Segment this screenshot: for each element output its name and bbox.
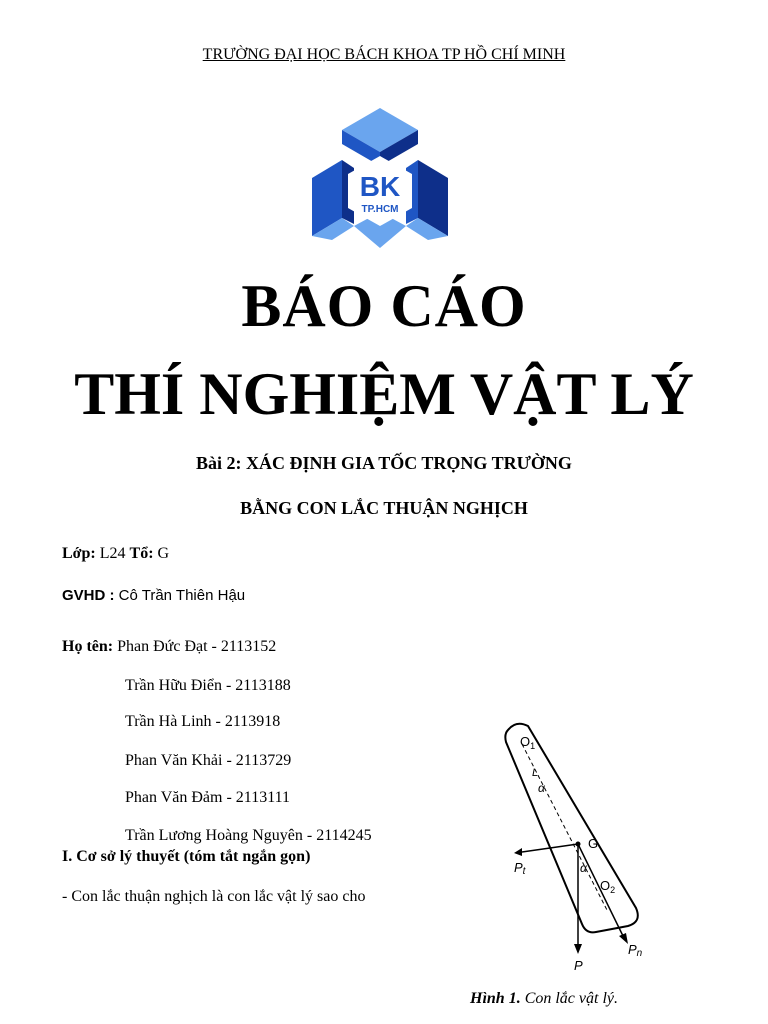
advisor-line: [62, 587, 245, 604]
lab-subtitle-line2: BẰNG CON LẮC THUẬN NGHỊCH: [240, 498, 528, 518]
class-group-line: [62, 545, 169, 563]
label-l: L: [532, 767, 539, 779]
class-label: Lớp:: [62, 545, 96, 562]
label-p: P: [574, 958, 583, 972]
label-pt: Pt: [514, 860, 526, 877]
members-line: [62, 638, 276, 656]
member-item: Phan Văn Đảm - 2113111: [125, 789, 291, 806]
group-value: G: [153, 545, 170, 562]
label-alpha-top: α: [538, 781, 545, 795]
figure-caption: [470, 990, 618, 1008]
section-text: - Con lắc thuận nghịch là con lắc vật lý sao cho: [62, 888, 366, 905]
member-item: Trần Lương Hoàng Nguyên - 2114245: [125, 827, 372, 844]
group-label: Tổ:: [129, 545, 154, 562]
label-g: G: [588, 836, 599, 851]
section-heading: I. Cơ sở lý thuyết (tóm tắt ngắn gọn): [62, 848, 311, 865]
label-pn: Pn: [628, 942, 643, 959]
report-title-line2: THÍ NGHIỆM VẬT LÝ: [74, 361, 694, 427]
advisor-label: GVHD :: [62, 587, 115, 604]
report-title-line1: BÁO CÁO: [241, 273, 527, 339]
members-label: Họ tên:: [62, 638, 114, 655]
class-value: L24: [95, 545, 130, 562]
label-alpha-bottom: α: [580, 861, 587, 875]
label-o2: $O_2$: [600, 878, 616, 895]
university-header: TRƯỜNG ĐẠI HỌC BÁCH KHOA TP HỒ CHÍ MINH: [202, 46, 566, 63]
caption-text: Con lắc vật lý.: [520, 990, 618, 1007]
logo-text-sub: TP.HCM: [361, 204, 399, 215]
member-item: Phan Văn Khải - 2113729: [125, 752, 292, 769]
member-item: Phan Đức Đạt - 2113152: [117, 638, 277, 655]
logo-text-main: BK: [359, 171, 401, 202]
bk-logo: [312, 108, 448, 248]
advisor-value: Cô Trần Thiên Hậu: [114, 587, 246, 604]
caption-bold: Hình 1.: [470, 990, 521, 1007]
physical-pendulum-figure: [466, 712, 666, 972]
lab-subtitle-line1: Bài 2: XÁC ĐỊNH GIA TỐC TRỌNG TRƯỜNG: [196, 453, 572, 473]
member-item: Trần Hữu Điển - 2113188: [125, 677, 291, 694]
member-item: Trần Hà Linh - 2113918: [125, 713, 281, 730]
label-o1: $O_1$: [520, 734, 536, 751]
